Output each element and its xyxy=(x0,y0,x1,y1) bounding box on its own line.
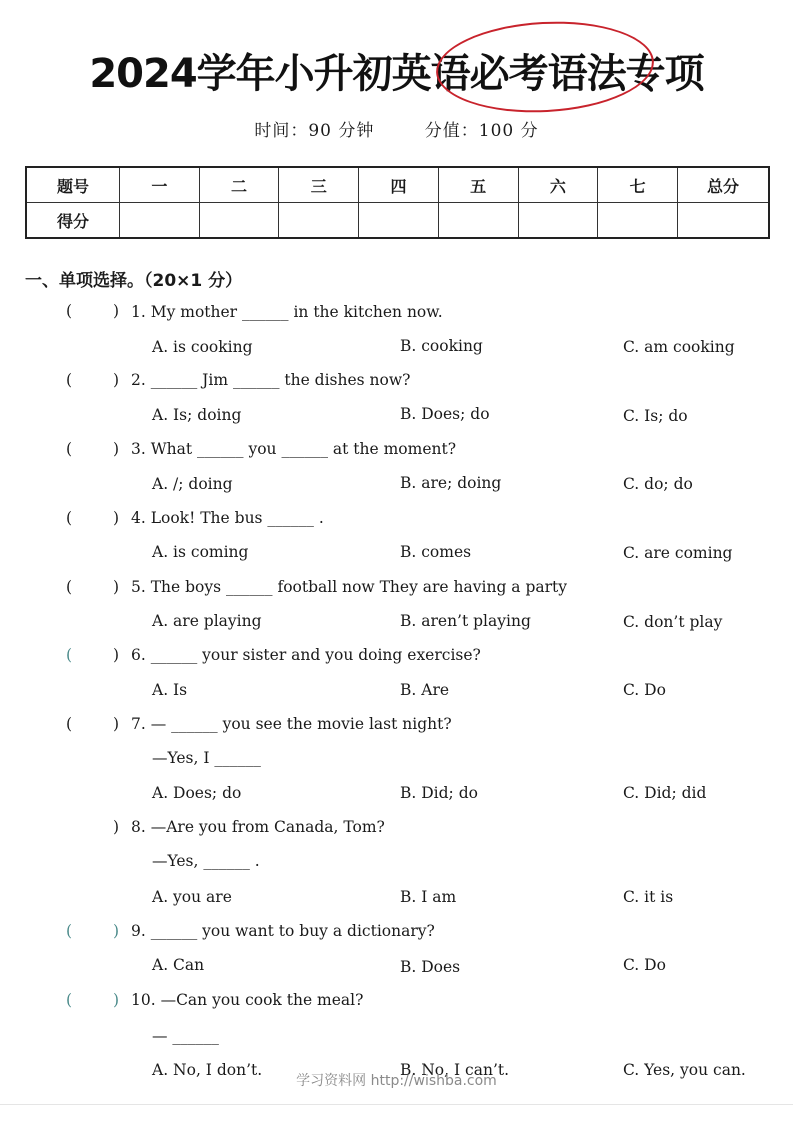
question-stem: 1. My mother ______ in the kitchen now. xyxy=(131,303,443,321)
option-b: B. No, I can’t. xyxy=(400,1061,510,1079)
red-circle-mark xyxy=(434,16,656,117)
exam-time: 时间：90 分钟 xyxy=(254,121,375,141)
question-stem: 4. Look! The bus ______ . xyxy=(131,509,324,527)
question-stem: 8. —Are you from Canada, Tom? xyxy=(131,818,385,836)
page-bottom-divider xyxy=(0,1104,793,1105)
option-c: C. Do xyxy=(623,681,666,699)
score-cell: 总分 xyxy=(678,167,770,203)
option-b: B. Are xyxy=(400,681,450,699)
score-cell: 七 xyxy=(598,167,678,203)
section-heading: 一、单项选择。（20×1 分） xyxy=(25,271,243,291)
score-cell: 三 xyxy=(279,167,359,203)
page-title: 2024学年小升初英语必考语法专项 xyxy=(89,51,704,97)
answer-paren-close: ) xyxy=(113,991,120,1009)
score-entry-cell[interactable] xyxy=(438,203,518,239)
answer-paren-close[interactable]: ) xyxy=(113,818,120,836)
option-c: C. Did; did xyxy=(623,784,707,802)
answer-paren-open[interactable]: ( xyxy=(66,715,73,733)
score-entry-cell[interactable] xyxy=(518,203,598,239)
option-c: C. Is; do xyxy=(623,407,688,425)
option-a: A. Can xyxy=(152,956,205,974)
answer-paren-open[interactable]: ( xyxy=(66,991,73,1009)
answer-paren-close: ) xyxy=(113,922,120,940)
option-b: B. aren’t playing xyxy=(400,612,531,630)
question-stem: 7. — ______ you see the movie last night? xyxy=(131,715,452,733)
option-a: A. are playing xyxy=(152,612,262,630)
score-table xyxy=(25,166,770,239)
answer-paren-open[interactable]: ( xyxy=(66,509,73,527)
watermark-text: 学习资料网 http://wishba.com xyxy=(296,1073,497,1089)
answer-paren-open[interactable]: ( xyxy=(66,646,73,664)
question-stem: 10. —Can you cook the meal? xyxy=(131,991,364,1009)
score-cell: 题号 xyxy=(26,167,120,203)
answer-paren-close: ) xyxy=(113,715,120,733)
answer-paren-open[interactable]: ( xyxy=(66,578,73,596)
score-entry-cell[interactable] xyxy=(199,203,279,239)
score-entry-cell[interactable] xyxy=(279,203,359,239)
answer-paren-close: ) xyxy=(113,302,120,320)
option-a: A. Does; do xyxy=(152,784,242,802)
option-c: C. don’t play xyxy=(623,613,723,631)
score-table-header-row xyxy=(26,167,769,203)
option-c: C. Do xyxy=(623,956,666,974)
option-b: B. Did; do xyxy=(400,784,478,802)
question-stem: 3. What ______ you ______ at the moment? xyxy=(131,440,457,458)
answer-paren-open[interactable]: ( xyxy=(66,302,73,320)
option-a: A. you are xyxy=(152,888,232,906)
score-table-score-row xyxy=(26,203,769,239)
option-a: A. is coming xyxy=(152,543,249,561)
score-cell: 二 xyxy=(199,167,279,203)
question-dialogue-line: —Yes, ______ . xyxy=(152,852,260,870)
score-cell: 五 xyxy=(438,167,518,203)
option-a: A. Is xyxy=(152,681,188,699)
answer-paren-close: ) xyxy=(113,646,120,664)
option-c: C. am cooking xyxy=(623,338,735,356)
question-dialogue-line: — ______ xyxy=(152,1027,219,1045)
option-c: C. are coming xyxy=(623,544,733,562)
option-c: C. it is xyxy=(623,888,674,906)
option-b: B. comes xyxy=(400,543,472,561)
answer-paren-close: ) xyxy=(113,578,120,596)
score-entry-cell[interactable] xyxy=(678,203,770,239)
option-a: A. /; doing xyxy=(152,475,233,493)
answer-paren-close: ) xyxy=(113,440,120,458)
answer-paren-open[interactable]: ( xyxy=(66,440,73,458)
option-c: C. Yes, you can. xyxy=(623,1061,746,1079)
option-b: B. Does xyxy=(400,958,461,976)
answer-paren-open[interactable]: ( xyxy=(66,371,73,389)
score-entry-cell[interactable] xyxy=(359,203,439,239)
option-b: B. Does; do xyxy=(400,405,490,423)
answer-paren-close: ) xyxy=(113,509,120,527)
option-b: B. are; doing xyxy=(400,474,502,492)
score-cell: 六 xyxy=(518,167,598,203)
score-cell: 四 xyxy=(359,167,439,203)
score-cell: 得分 xyxy=(26,203,120,239)
question-dialogue-line: —Yes, I ______ xyxy=(152,749,261,767)
option-c: C. do; do xyxy=(623,475,693,493)
question-stem: 5. The boys ______ football now They are having a party xyxy=(131,578,568,596)
question-stem: 9. ______ you want to buy a dictionary? xyxy=(131,922,435,940)
option-b: B. I am xyxy=(400,888,457,906)
option-a: A. No, I don’t. xyxy=(152,1061,263,1079)
answer-paren-open[interactable]: ( xyxy=(66,922,73,940)
answer-paren-close: ) xyxy=(113,371,120,389)
score-entry-cell[interactable] xyxy=(120,203,200,239)
option-b: B. cooking xyxy=(400,337,483,355)
option-a: A. is cooking xyxy=(152,338,253,356)
question-stem: 2. ______ Jim ______ the dishes now? xyxy=(131,371,411,389)
exam-meta xyxy=(0,116,793,141)
option-a: A. Is; doing xyxy=(152,406,242,424)
question-stem: 6. ______ your sister and you doing exercise? xyxy=(131,646,481,664)
exam-score: 分值：100 分 xyxy=(424,121,539,141)
score-entry-cell[interactable] xyxy=(598,203,678,239)
score-cell: 一 xyxy=(120,167,200,203)
